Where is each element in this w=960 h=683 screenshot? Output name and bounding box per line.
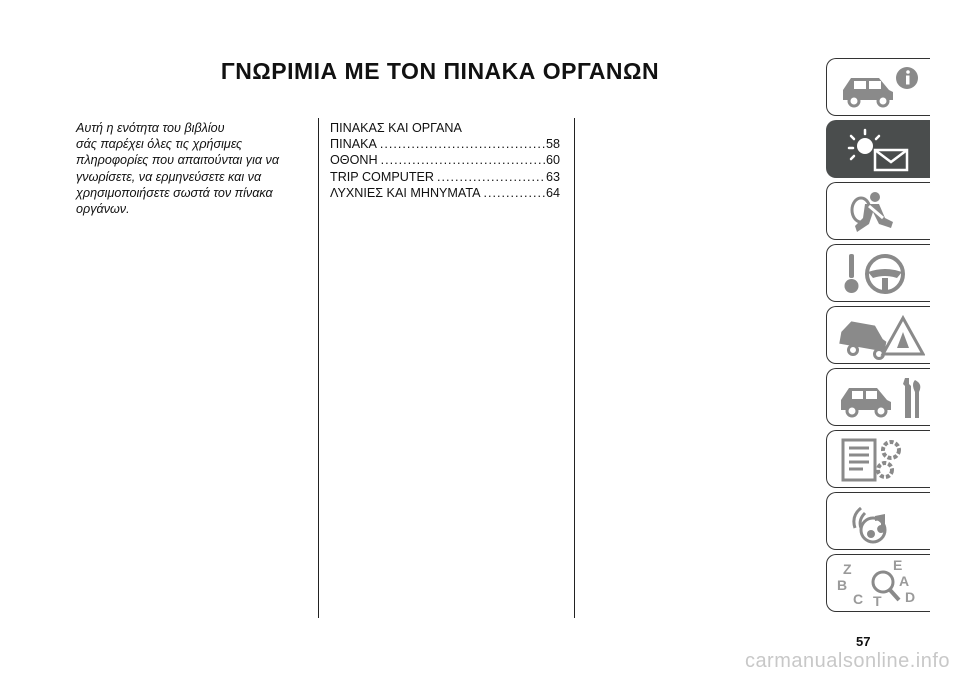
chapter-tab[interactable]	[826, 244, 930, 302]
toc-entry-label: TRIP COMPUTER	[330, 169, 435, 184]
toc-leader-dots	[481, 185, 546, 201]
column-divider-right	[574, 118, 575, 618]
technical-data-icon	[835, 436, 925, 484]
toc-entry-label: ΛΥΧΝΙΕΣ ΚΑΙ ΜΗΝΥΜΑΤΑ	[330, 185, 481, 200]
toc-entry[interactable]	[330, 185, 560, 201]
chapter-tab[interactable]	[826, 430, 930, 488]
chapter-tab[interactable]	[826, 368, 930, 426]
toc-leader-dots	[377, 136, 546, 152]
key-steering-wheel-icon	[835, 250, 925, 298]
toc-entry[interactable]	[330, 169, 560, 185]
intro-line: χρησιμοποιήσετε σωστά τον πίνακα	[76, 185, 273, 200]
toc-entry-label: ΟΘΟΝΗ	[330, 153, 378, 168]
index-letter: B	[837, 577, 848, 593]
toc-heading: ΠΙΝΑΚΑΣ ΚΑΙ ΟΡΓΑΝΑ	[330, 121, 462, 135]
index-letter: E	[893, 560, 903, 573]
alphabetical-index-icon	[835, 560, 925, 608]
toc-leader-dots	[434, 169, 546, 185]
toc-entry-label: ΠΙΝΑΚΑ	[330, 137, 377, 152]
intro-text	[76, 120, 306, 217]
index-letter: D	[905, 589, 916, 605]
index-letter: C	[853, 591, 864, 607]
chapter-tab-active[interactable]	[826, 120, 930, 178]
index-letter: A	[899, 573, 910, 589]
intro-line: οργάνων.	[76, 202, 130, 217]
toc-entry-page: 58	[545, 137, 560, 152]
toc-leader-dots	[378, 152, 546, 168]
chapter-tab[interactable]	[826, 554, 930, 612]
toc-entry-page: 60	[545, 153, 560, 168]
toc-entry[interactable]	[330, 136, 560, 152]
chapter-tab[interactable]	[826, 492, 930, 550]
warning-lights-messages-icon	[835, 126, 925, 174]
column-divider-left	[318, 118, 319, 618]
toc-entry-page: 63	[545, 169, 560, 184]
chapter-tab[interactable]	[826, 182, 930, 240]
chapter-tab[interactable]	[826, 306, 930, 364]
page-number: 57	[856, 634, 871, 649]
intro-line: γνωρίσετε, να ερμηνεύσετε και να	[76, 169, 262, 184]
car-maintenance-icon	[835, 374, 925, 422]
watermark: carmanualsonline.info	[744, 650, 950, 672]
table-of-contents	[330, 120, 560, 201]
index-letter: Z	[843, 561, 852, 577]
airbag-safety-icon	[835, 188, 925, 236]
toc-entry-page: 64	[545, 185, 560, 200]
chapter-tab[interactable]	[826, 58, 930, 116]
car-info-icon	[835, 64, 925, 112]
toc-entry[interactable]	[330, 152, 560, 168]
intro-line: σάς παρέχει όλες τις χρήσιμες	[76, 137, 243, 152]
index-letter: T	[873, 593, 882, 608]
emergency-warning-triangle-icon	[835, 312, 925, 360]
intro-line: πληροφορίες που απαιτούνται για να	[76, 153, 280, 168]
multimedia-icon	[835, 498, 925, 546]
intro-line: Αυτή η ενότητα του βιβλίου	[76, 121, 225, 135]
page-title: ΓΝΩΡΙΜΙΑ ΜΕ ΤΟΝ ΠΙΝΑΚΑ ΟΡΓΑΝΩΝ	[220, 58, 660, 84]
